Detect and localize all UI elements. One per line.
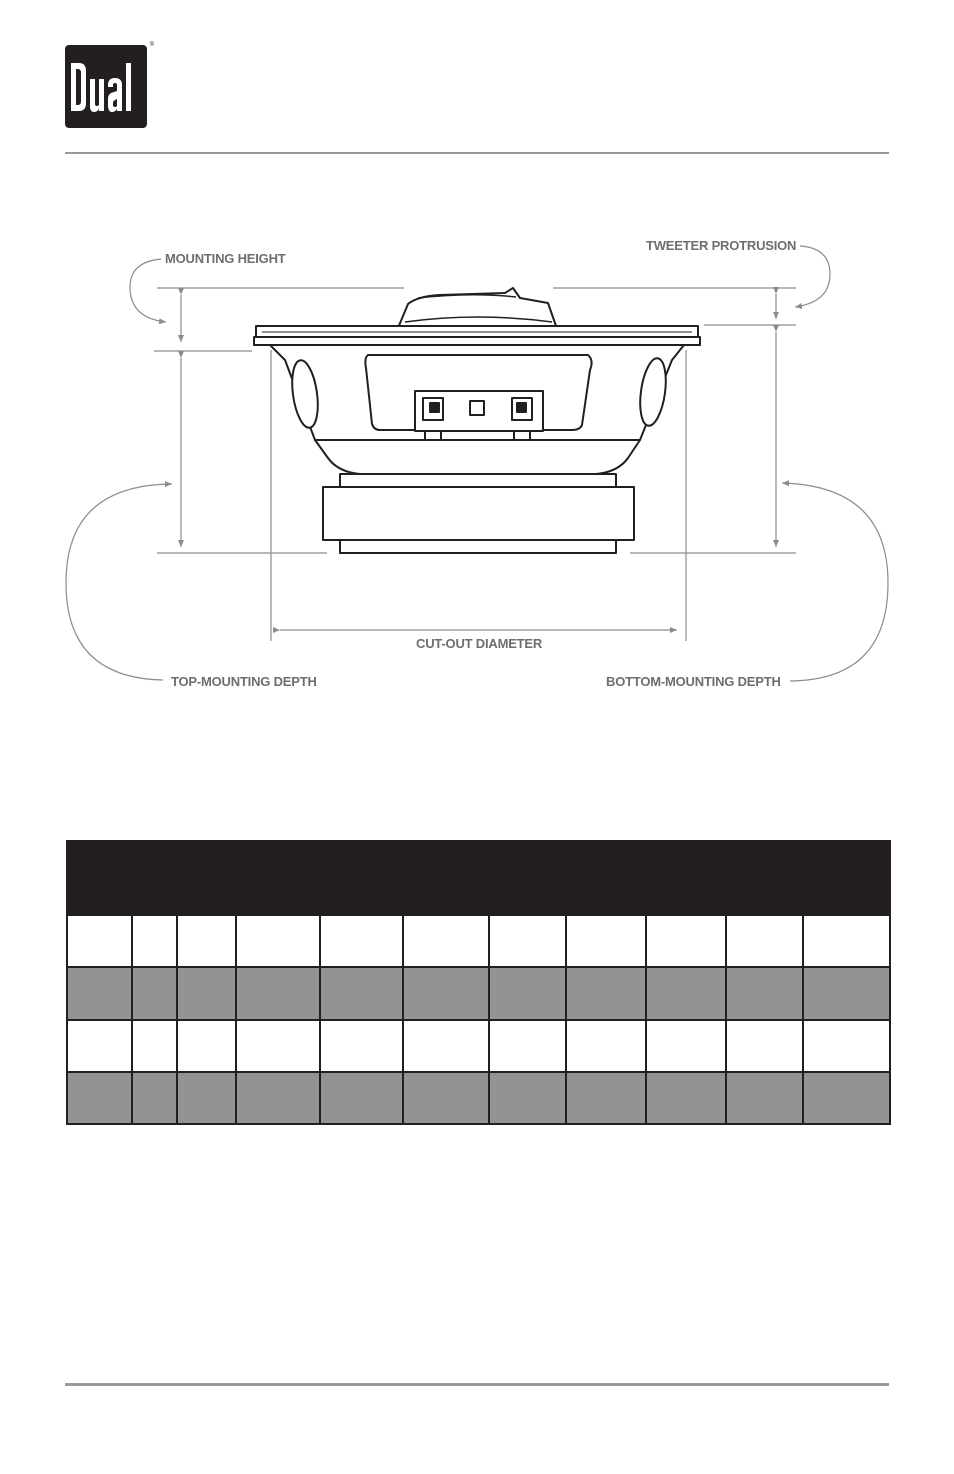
dual-logo-mark — [65, 45, 147, 128]
table-cell — [177, 915, 236, 967]
header-cell — [132, 841, 177, 915]
table-cell — [236, 967, 320, 1019]
table-cell — [67, 1020, 132, 1072]
table-cell — [132, 1072, 177, 1124]
header-divider — [65, 152, 889, 154]
table-cell — [67, 915, 132, 967]
table-cell — [236, 1072, 320, 1124]
table-cell — [726, 915, 803, 967]
table-cell — [489, 967, 566, 1019]
table-cell — [566, 967, 646, 1019]
header-cell — [726, 841, 803, 915]
table-cell — [177, 1072, 236, 1124]
registered-mark: ® — [149, 42, 154, 48]
header-cell — [177, 841, 236, 915]
header-cell — [566, 841, 646, 915]
label-cut-out-diameter: CUT-OUT DIAMETER — [416, 636, 543, 651]
table-row — [67, 1020, 890, 1072]
table-cell — [566, 915, 646, 967]
table-cell — [132, 967, 177, 1019]
table-cell — [646, 1020, 726, 1072]
table-row — [67, 915, 890, 967]
table-cell — [67, 1072, 132, 1124]
table-header-row — [67, 841, 890, 915]
table-cell — [726, 967, 803, 1019]
table-cell — [566, 1020, 646, 1072]
table-cell — [489, 1072, 566, 1124]
table-cell — [403, 1072, 489, 1124]
header-cell — [803, 841, 890, 915]
table-cell — [236, 915, 320, 967]
table-cell — [803, 915, 890, 967]
table-cell — [177, 1020, 236, 1072]
table-cell — [177, 967, 236, 1019]
table-cell — [67, 967, 132, 1019]
speaker-dimension-diagram — [0, 200, 954, 720]
table-cell — [320, 1020, 403, 1072]
label-top-mounting-depth: TOP-MOUNTING DEPTH — [171, 674, 317, 689]
header-cell — [403, 841, 489, 915]
table-cell — [646, 967, 726, 1019]
header-cell — [320, 841, 403, 915]
table-row — [67, 967, 890, 1019]
table-cell — [803, 967, 890, 1019]
table-cell — [320, 915, 403, 967]
header-cell — [646, 841, 726, 915]
header-cell — [489, 841, 566, 915]
dual-logo — [65, 42, 154, 128]
table-cell — [646, 915, 726, 967]
table-cell — [132, 1020, 177, 1072]
table-cell — [803, 1020, 890, 1072]
table-cell — [489, 1020, 566, 1072]
table-cell — [726, 1020, 803, 1072]
header-cell — [67, 841, 132, 915]
table-cell — [403, 1020, 489, 1072]
table-cell — [566, 1072, 646, 1124]
table-cell — [489, 915, 566, 967]
table-cell — [403, 967, 489, 1019]
table-cell — [803, 1072, 890, 1124]
label-bottom-mounting-depth: BOTTOM-MOUNTING DEPTH — [606, 674, 781, 689]
table-cell — [646, 1072, 726, 1124]
header-cell — [236, 841, 320, 915]
table-cell — [403, 915, 489, 967]
label-tweeter-protrusion: TWEETER PROTRUSION — [646, 238, 797, 253]
speaker-spec-table — [66, 840, 891, 1125]
table-cell — [320, 967, 403, 1019]
footer-divider — [65, 1383, 889, 1386]
table-cell — [236, 1020, 320, 1072]
table-cell — [132, 915, 177, 967]
label-mounting-height: MOUNTING HEIGHT — [165, 251, 286, 266]
table-cell — [320, 1072, 403, 1124]
table-row — [67, 1072, 890, 1124]
table-cell — [726, 1072, 803, 1124]
